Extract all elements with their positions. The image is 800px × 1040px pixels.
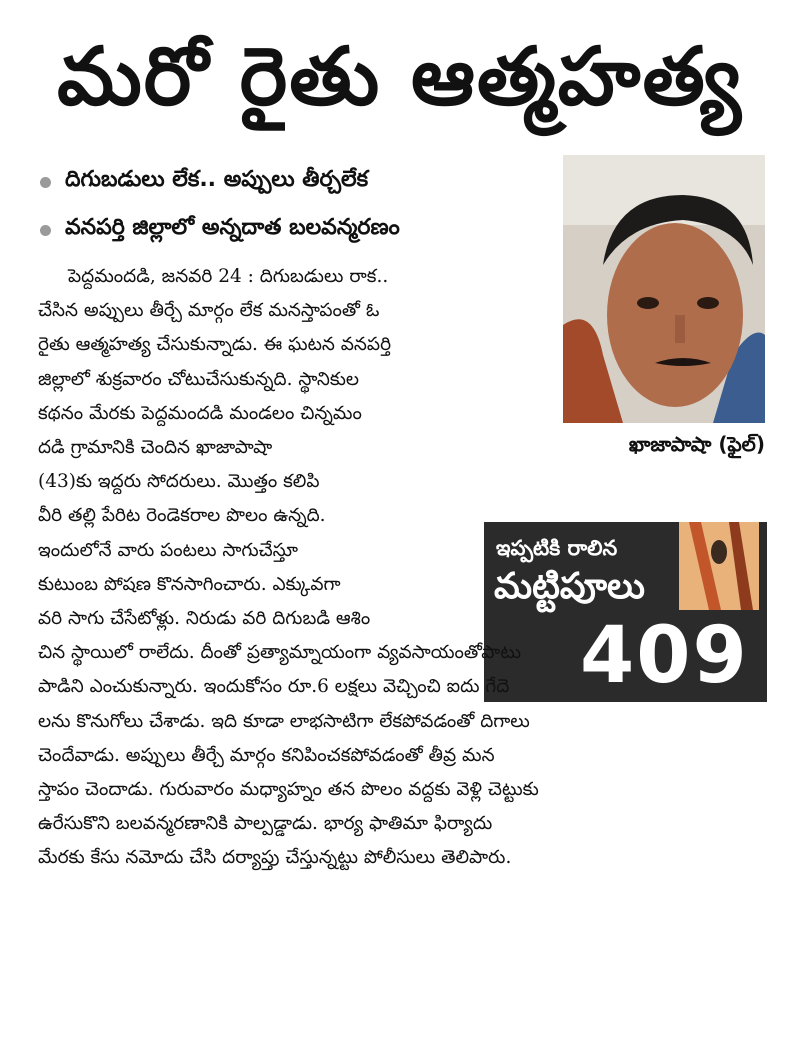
body-line: వీరి తల్లి పేరిట రెండెకరాల పొలం ఉన్నది. [38,505,326,527]
body-line: (43)కు ఇద్దరు సోదరులు. మొత్తం కలిపి [38,471,320,493]
body-line: పాడిని ఎంచుకున్నారు. ఇందుకోసం రూ.6 లక్షలు వెచ్చించి ఐదు గేదె [38,676,510,698]
deck-item [40,206,560,254]
body-line: కథనం మేరకు పెద్దమందడి మండలం చిన్నమం [38,402,362,424]
body-line: జిల్లాలో శుక్రవారం చోటుచేసుకున్నది. స్థానికుల [38,368,360,390]
headline: మరో రైతు ఆత్మహత్య [57,30,743,123]
deck-item [40,158,560,206]
body-line: కుటుంబ పోషణ కొనసాగించారు. ఎక్కువగా [38,573,341,595]
stat-label-1: ఇప్పటికి రాలిన [496,536,618,560]
photo-caption: ఖాజాపాషా (ఫైల్) [628,432,765,456]
body-line: రైతు ఆత్మహత్య చేసుకున్నాడు. ఈ ఘటన వనపర్తి [38,334,392,356]
body-line: చేసిన అప్పులు తీర్చే మార్గం లేక మనస్తాపంతో ఓ [38,300,380,322]
body-line: చెందేవాడు. అప్పులు తీర్చే మార్గం కనిపించకపోవడంతో తీవ్ర మన [38,744,495,766]
body-line: స్తాపం చెందాడు. గురువారం మధ్యాహ్నం తన పొలం వద్దకు వెళ్లి చెట్టుకు [38,779,539,801]
bullet-icon [40,177,51,188]
body-line: లను కొనుగోలు చేశాడు. ఇది కూడా లాభసాటిగా లేకపోవడంతో దిగాలు [38,710,530,732]
body-line: చిన స్థాయిలో రాలేదు. దీంతో ప్రత్యామ్నాయంగా వ్యవసాయంతోపాటు [38,642,522,664]
article-body [38,260,766,876]
body-line: పెద్దమందడి, జనవరి 24 : దిగుబడులు రాక.. [68,266,389,287]
body-line: వరి సాగు చేసేటోళ్లు. నిరుడు వరి దిగుబడి ఆశిం [38,608,371,630]
deck-text: దిగుబడులు లేక.. అప్పులు తీర్చలేక [65,167,369,192]
body-line: దడి గ్రామానికి చెందిన ఖాజాపాషా [38,437,273,459]
bullet-icon [40,225,51,236]
deck [40,158,560,254]
stat-label-2: మట్టిపూలు [494,566,645,607]
deck-text: వనపర్తి జిల్లాలో అన్నదాత బలవన్మరణం [65,215,400,240]
body-line: ఇందులోనే వారు పంటలు సాగుచేస్తూ [38,539,299,561]
stat-number: 409 [580,611,749,701]
body-line: మేరకు కేసు నమోదు చేసి దర్యాప్తు చేస్తున్నట్టు పోలీసులు తెలిపారు. [38,847,512,869]
body-line: ఉరేసుకొని బలవన్మరణానికి పాల్పడ్డాడు. భార్య ఫాతిమా ఫిర్యాదు [38,813,493,835]
